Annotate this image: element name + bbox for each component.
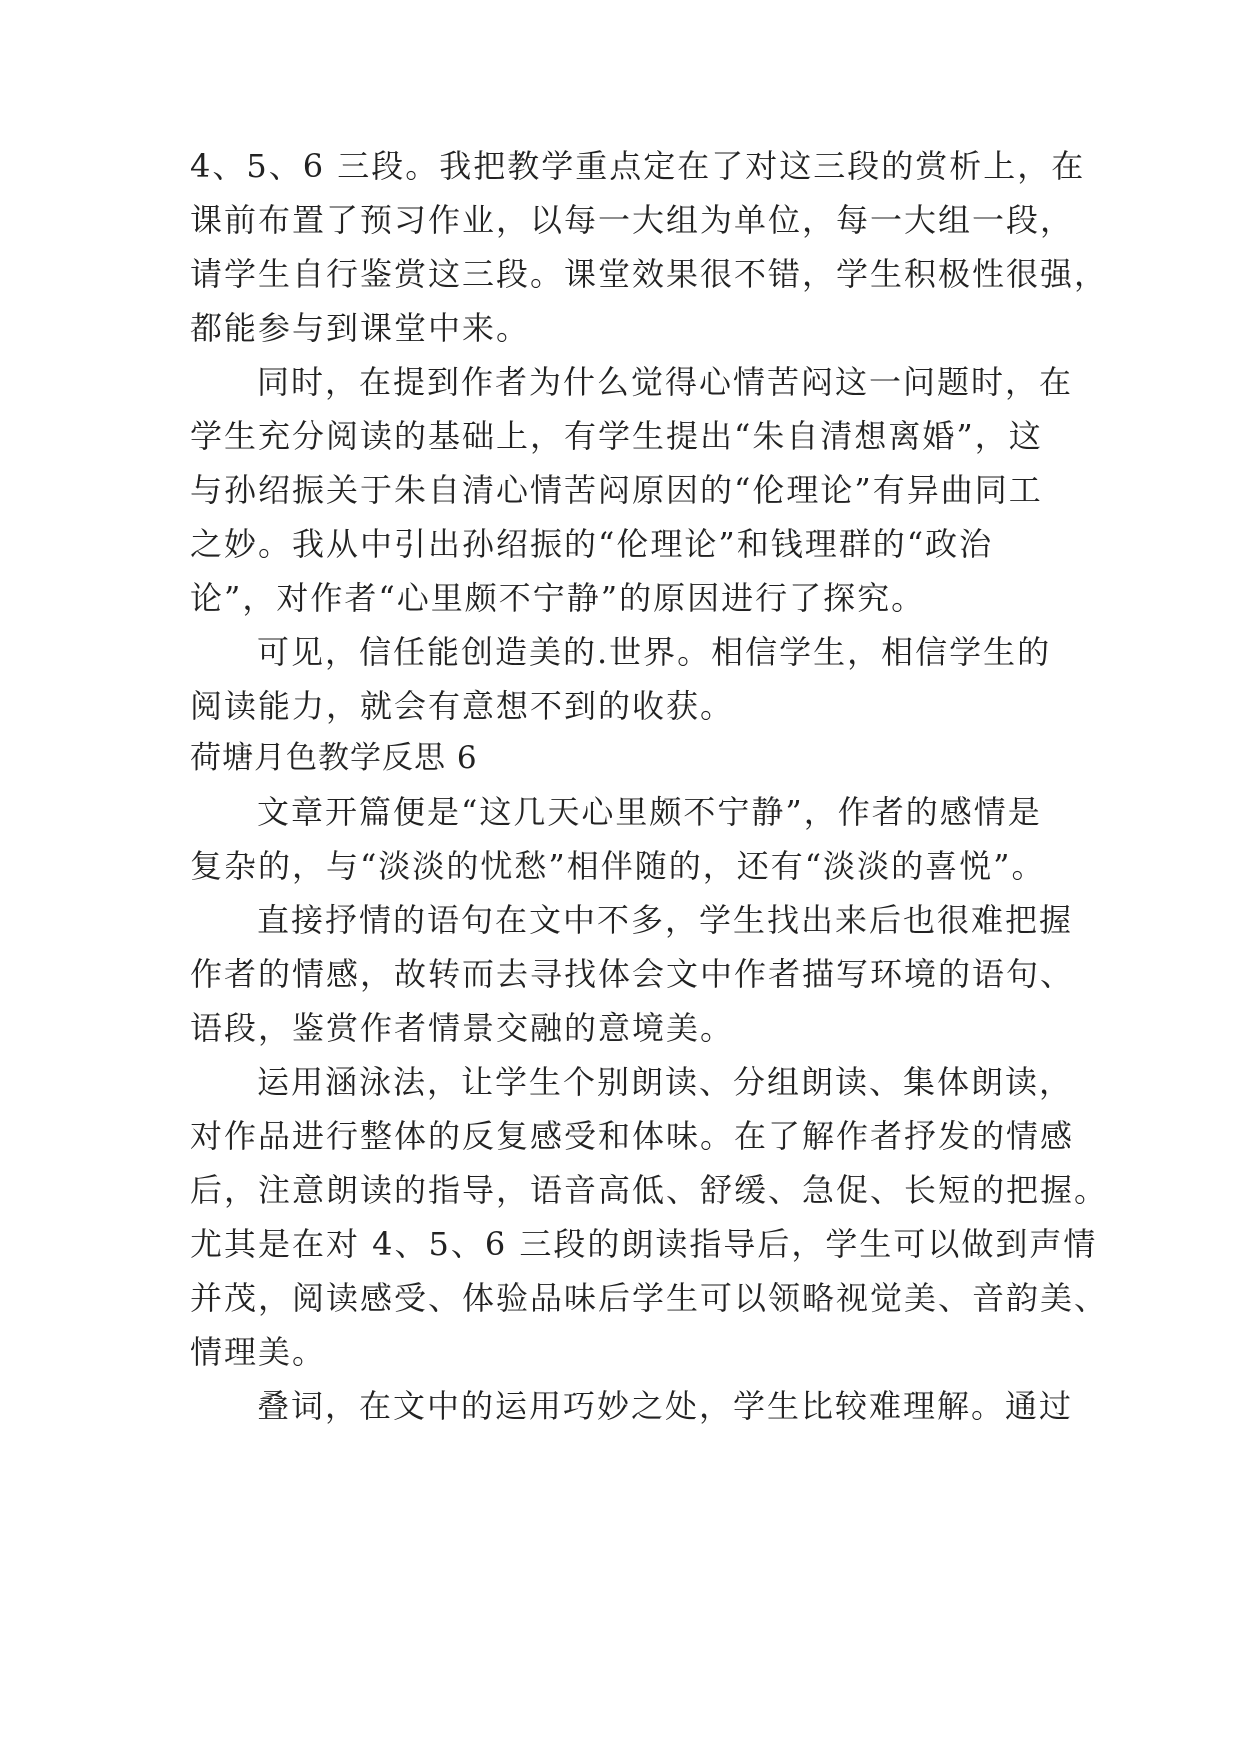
paragraph-start-line: 同时，在提到作者为什么觉得心情苦闷这一问题时，在 (257, 363, 1074, 401)
paragraph-start-line: 文章开篇便是“这几天心里颇不宁静”，作者的感情是 (257, 793, 1042, 831)
text-line: 课前布置了预习作业，以每一大组为单位，每一大组一段， (190, 201, 1075, 239)
paragraph-start-line: 叠词，在文中的运用巧妙之处，学生比较难理解。通过 (257, 1387, 1074, 1425)
text-line: 并茂，阅读感受、体验品味后学生可以领略视觉美、音韵美、 (190, 1279, 1109, 1317)
text-line: 对作品进行整体的反复感受和体味。在了解作者抒发的情感 (190, 1117, 1075, 1155)
text-line: 阅读能力，就会有意想不到的收获。 (190, 687, 735, 725)
text-line: 后，注意朗读的指导，语音高低、舒缓、急促、长短的把握。 (190, 1171, 1109, 1209)
text-line: 尤其是在对 4、5、6 三段的朗读指导后，学生可以做到声情 (190, 1225, 1098, 1263)
text-line: 4、5、6 三段。我把教学重点定在了对这三段的赏析上，在 (190, 147, 1086, 185)
paragraph-start-line: 可见，信任能创造美的.世界。相信学生，相信学生的 (257, 633, 1052, 671)
paragraph-start-line: 运用涵泳法，让学生个别朗读、分组朗读、集体朗读， (257, 1063, 1074, 1101)
text-line: 语段，鉴赏作者情景交融的意境美。 (190, 1009, 735, 1047)
paragraph-start-line: 直接抒情的语句在文中不多，学生找出来后也很难把握 (257, 901, 1074, 939)
text-line: 复杂的，与“淡淡的忧愁”相伴随的，还有“淡淡的喜悦”。 (190, 847, 1046, 885)
text-line: 情理美。 (190, 1333, 327, 1371)
text-line: 作者的情感，故转而去寻找体会文中作者描写环境的语句、 (190, 955, 1075, 993)
section-heading: 荷塘月色教学反思 6 (190, 740, 478, 776)
text-line: 与孙绍振关于朱自清心情苦闷原因的“伦理论”有异曲同工 (190, 471, 1043, 509)
text-line: 请学生自行鉴赏这三段。课堂效果很不错，学生积极性很强， (190, 255, 1109, 293)
text-line: 论”，对作者“心里颇不宁静”的原因进行了探究。 (190, 579, 926, 617)
text-line: 之妙。我从中引出孙绍振的“伦理论”和钱理群的“政治 (190, 525, 994, 563)
text-line: 学生充分阅读的基础上，有学生提出“朱自清想离婚”，这 (190, 417, 1043, 455)
text-line: 都能参与到课堂中来。 (190, 309, 531, 347)
